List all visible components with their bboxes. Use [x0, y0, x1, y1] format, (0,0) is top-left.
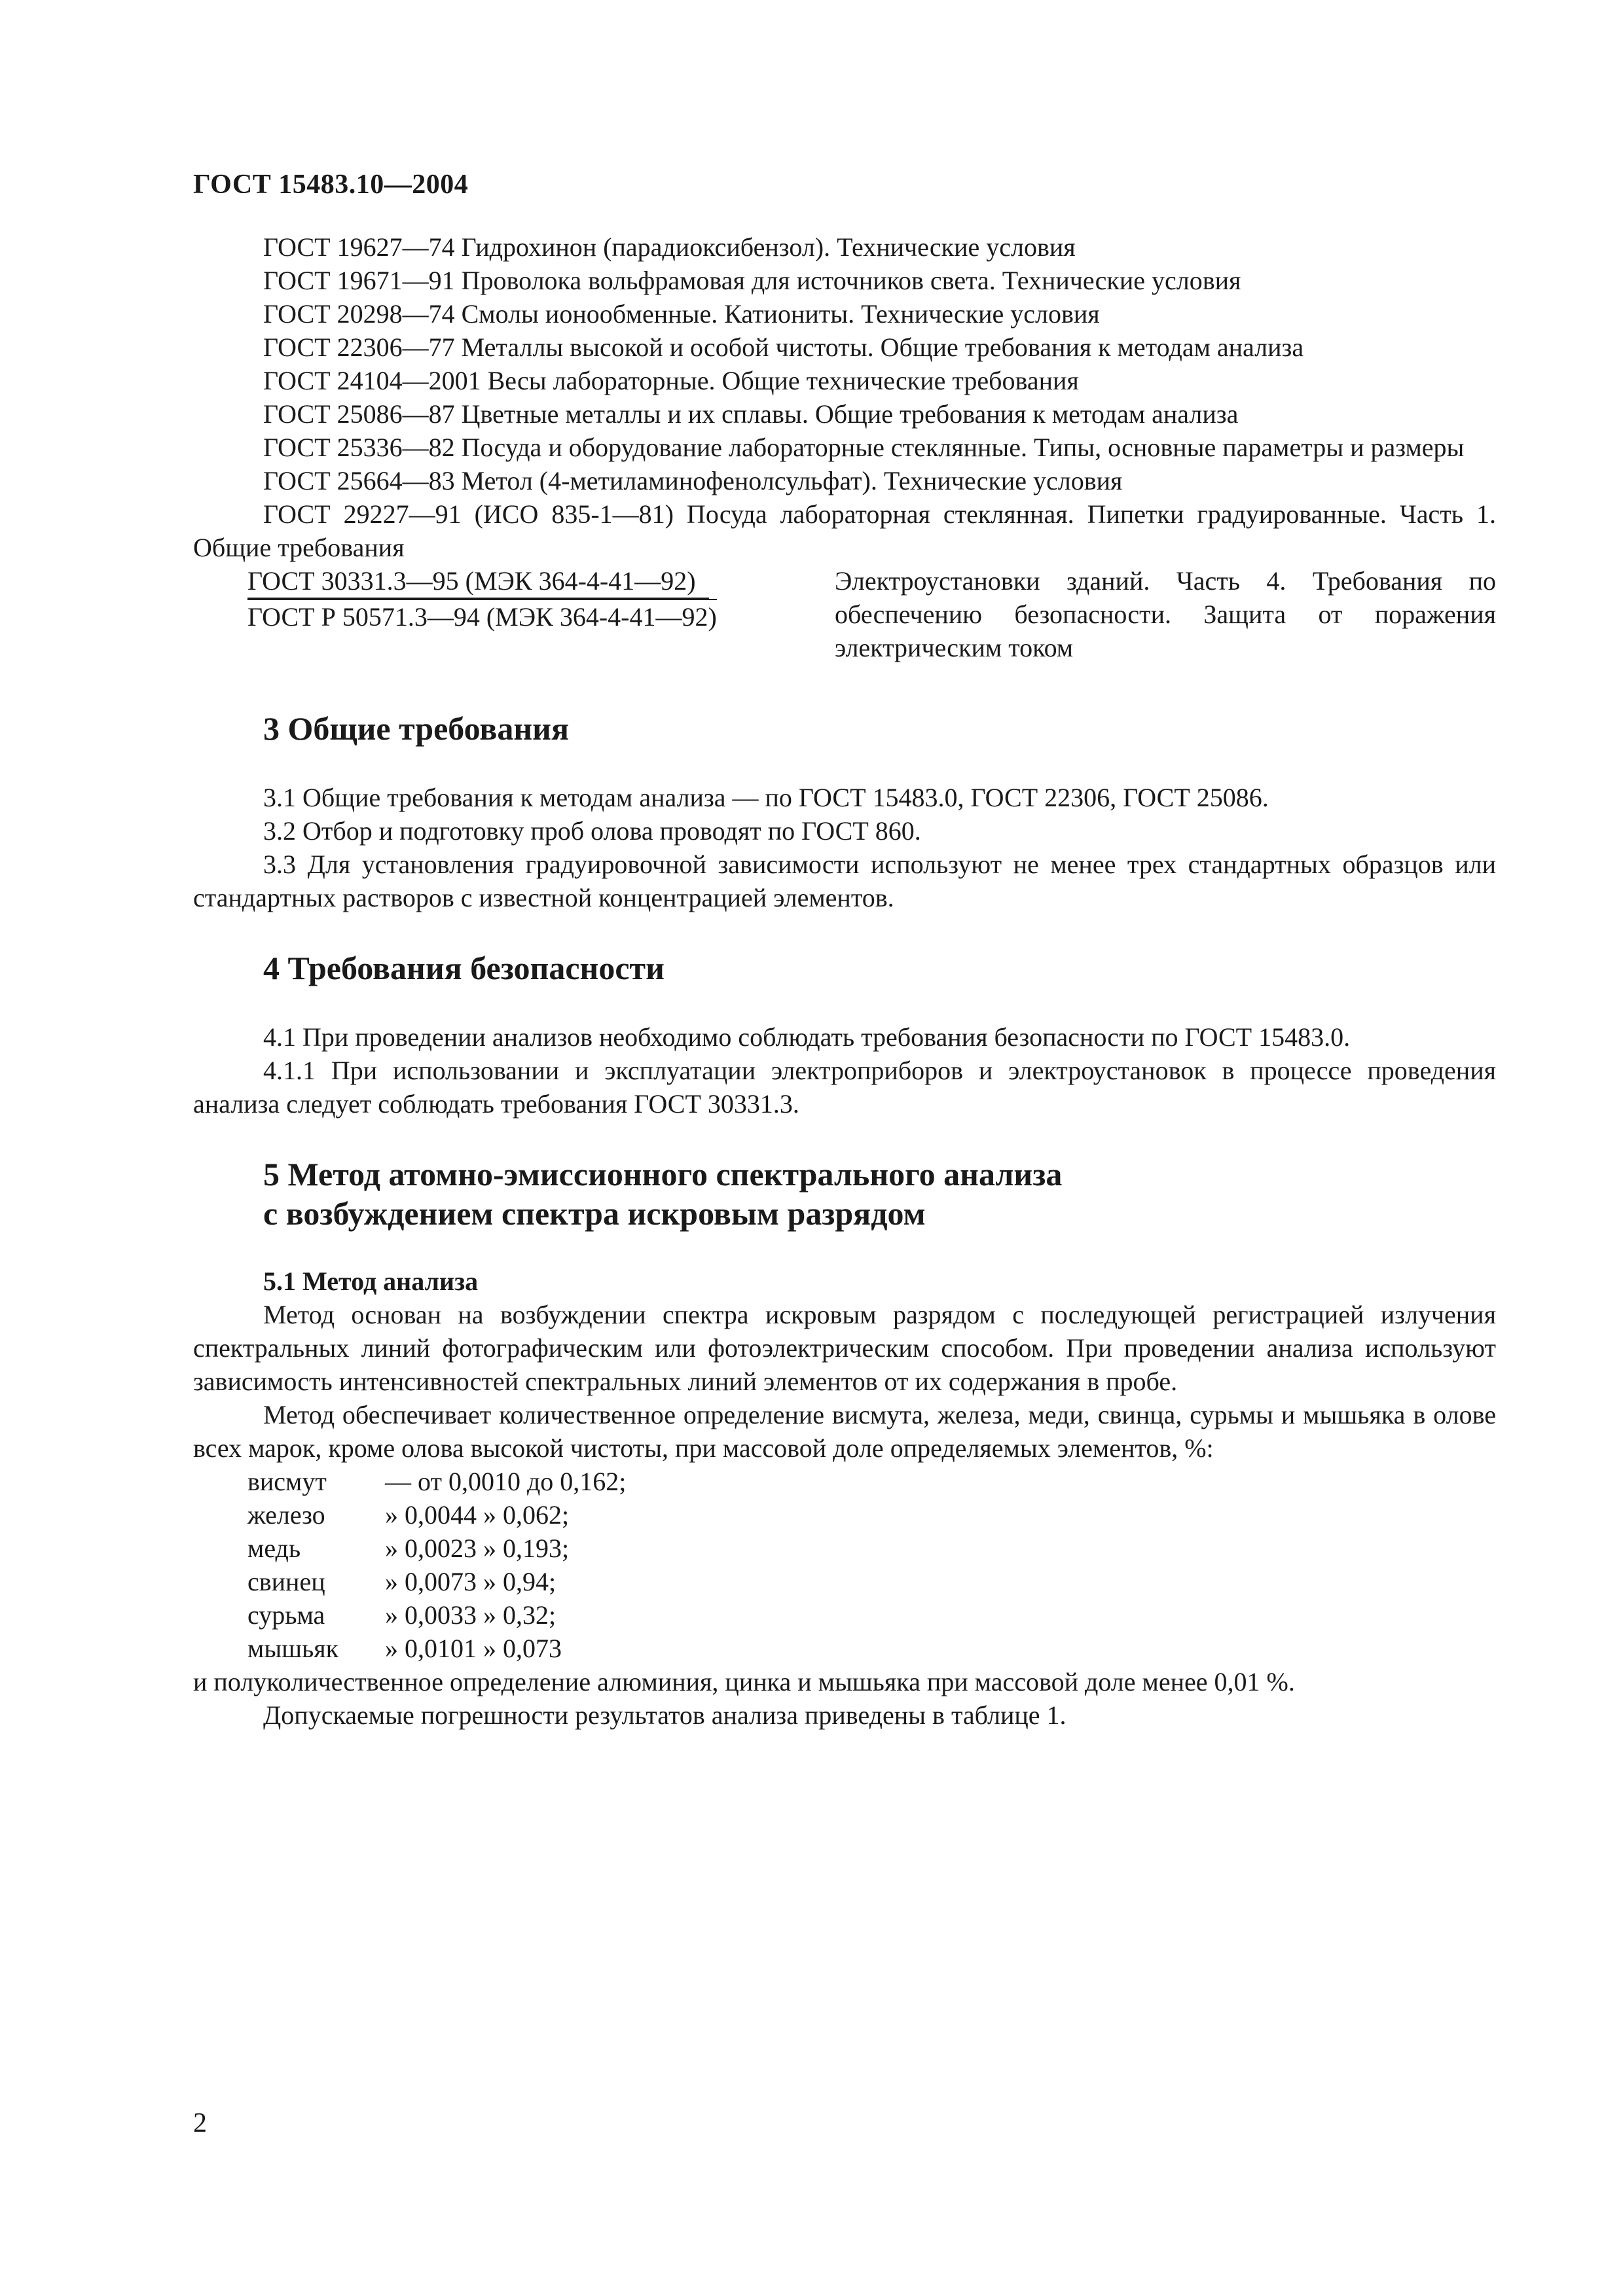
element-name: железо — [247, 1500, 325, 1530]
paragraph: Допускаемые погрешности результатов анализа приведены в таблице 1. — [263, 1700, 1067, 1730]
element-name: мышьяк — [247, 1634, 339, 1663]
reference-item: ГОСТ 29227—91 (ИСО 835-1—81) Посуда лабораторная стеклянная. Пипетки градуированные. Часть 1. Общие требования — [193, 499, 1496, 562]
element-range-list — [193, 1465, 1496, 1665]
range-from: — от 0,0010 — [385, 1467, 520, 1496]
reference-item: ГОСТ 25086—87 Цветные металлы и их сплавы. Общие требования к методам анализа — [263, 399, 1239, 429]
paragraph: Метод обеспечивает количественное определение висмута, железа, меди, свинца, сурьмы и мышьяка в олове всех марок, кроме олова высокой чистоты, при массовой доле определяемых элементов, %: — [193, 1400, 1496, 1463]
range-to: » 0,062; — [483, 1500, 570, 1530]
list-item — [247, 1532, 1496, 1565]
element-name: сурьма — [247, 1600, 325, 1630]
list-item — [247, 1565, 1496, 1598]
section-heading: 4 Требования безопасности — [263, 950, 665, 986]
reference-title: Электроустановки зданий. Часть 4. Требования по обеспечению безопасности. Защита от поражения электрическим током — [835, 566, 1496, 662]
paragraph: 4.1 При проведении анализов необходимо соблюдать требования безопасности по ГОСТ 15483.0. — [263, 1022, 1351, 1052]
range-to: » 0,073 — [483, 1634, 562, 1663]
reference-code: ГОСТ 30331.3—95 (МЭК 364-4-41—92) — [247, 564, 709, 599]
range-from: » 0,0033 — [385, 1600, 477, 1630]
reference-code: ГОСТ Р 50571.3—94 (МЭК 364-4-41—92) — [247, 599, 717, 634]
list-item — [247, 1598, 1496, 1632]
reference-item: ГОСТ 24104—2001 Весы лабораторные. Общие технические требования — [263, 366, 1079, 395]
section-heading: 5 Метод атомно-эмиссионного спектрального анализа — [263, 1156, 1063, 1193]
subsection-heading: 5.1 Метод анализа — [263, 1266, 479, 1296]
reference-item: ГОСТ 25336—82 Посуда и оборудование лабораторные стеклянные. Типы, основные параметры и размеры — [263, 433, 1465, 462]
reference-codes — [193, 564, 822, 634]
range-from: » 0,0101 — [385, 1634, 477, 1663]
list-item — [247, 1498, 1496, 1532]
range-from: » 0,0073 — [385, 1567, 477, 1596]
section-heading: 3 Общие требования — [263, 710, 570, 747]
paragraph: Метод основан на возбуждении спектра искровым разрядом с последующей регистрацией излучения спектральных линий фотографическим или фотоэлектрическим способом. При проведении анализа используют зависимость интенсивностей спектральных линий элементов от их содержания в пробе. — [193, 1300, 1496, 1396]
paragraph: 4.1.1 При использовании и эксплуатации электроприборов и электроустановок в процессе проведения анализа следует соблюдать требования ГОСТ 30331.3. — [193, 1056, 1496, 1119]
paragraph: 3.2 Отбор и подготовку проб олова проводят по ГОСТ 860. — [263, 816, 921, 846]
reference-item: ГОСТ 25664—83 Метол (4-метиламинофенолсульфат). Технические условия — [263, 466, 1123, 495]
list-item — [247, 1465, 1496, 1498]
range-from: » 0,0023 — [385, 1534, 477, 1563]
document-body — [193, 230, 1496, 1732]
document-header: ГОСТ 15483.10—2004 — [193, 170, 469, 200]
reference-combined — [193, 564, 1496, 664]
paragraph: и полуколичественное определение алюминия, цинка и мышьяка при массовой доле менее 0,01 %. — [193, 1667, 1295, 1696]
reference-item: ГОСТ 20298—74 Смолы ионообменные. Катиониты. Технические условия — [263, 299, 1100, 329]
paragraph: 3.3 Для установления градуировочной зависимости используют не менее трех стандартных образцов или стандартных растворов с известной концентрацией элементов. — [193, 850, 1496, 912]
range-to: до 0,162; — [526, 1467, 627, 1496]
range-to: » 0,193; — [483, 1534, 570, 1563]
element-name: свинец — [247, 1567, 325, 1596]
element-name: висмут — [247, 1467, 327, 1496]
page-number: 2 — [193, 2108, 207, 2138]
paragraph: 3.1 Общие требования к методам анализа — по ГОСТ 15483.0, ГОСТ 22306, ГОСТ 25086. — [263, 783, 1269, 812]
section-heading-continued: с возбуждением спектра искровым разрядом — [263, 1195, 926, 1232]
range-from: » 0,0044 — [385, 1500, 477, 1530]
range-to: » 0,32; — [483, 1600, 556, 1630]
element-name: медь — [247, 1534, 301, 1563]
reference-item: ГОСТ 19627—74 Гидрохинон (парадиоксибензол). Технические условия — [263, 232, 1076, 262]
reference-item: ГОСТ 19671—91 Проволока вольфрамовая для источников света. Технические условия — [263, 266, 1241, 295]
list-item — [247, 1632, 1496, 1665]
range-to: » 0,94; — [483, 1567, 556, 1596]
reference-item: ГОСТ 22306—77 Металлы высокой и особой чистоты. Общие требования к методам анализа — [263, 332, 1304, 362]
